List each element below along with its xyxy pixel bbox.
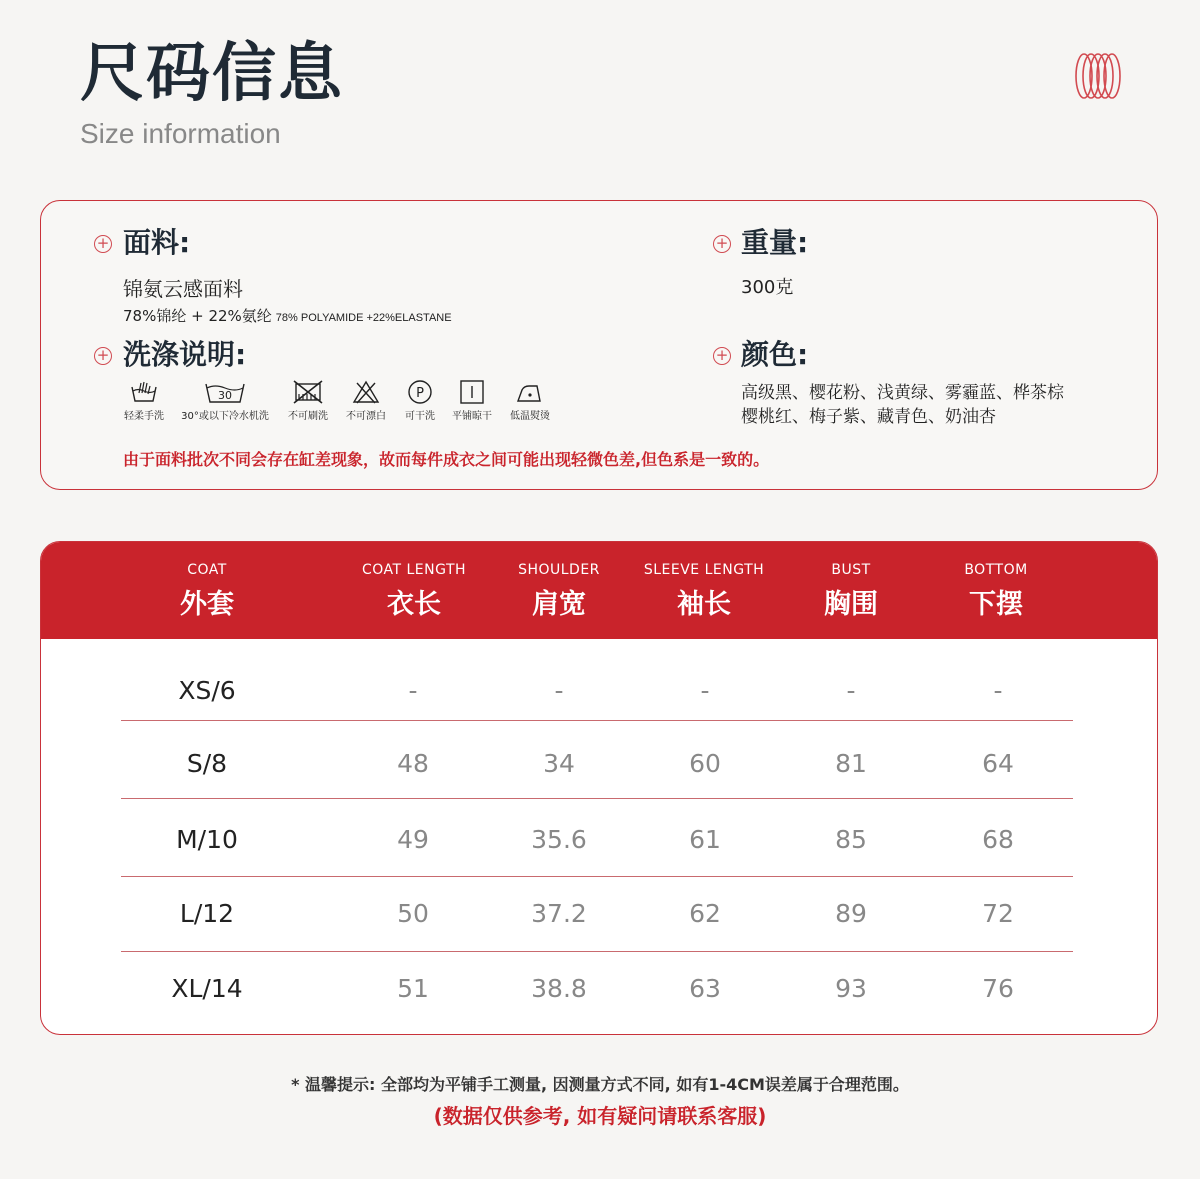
- coat-length-cell: 51: [397, 974, 429, 1003]
- header-sleeve-length: SLEEVE LENGTH 袖长: [643, 562, 765, 620]
- no-bleach-icon: [351, 379, 381, 405]
- sleeve-length-cell: 63: [689, 974, 721, 1003]
- dry-clean-icon: [406, 379, 434, 405]
- plus-circle-icon: +: [94, 235, 112, 253]
- bust-cell: 89: [835, 899, 867, 928]
- plus-circle-icon: +: [713, 347, 731, 365]
- bust-cell: 85: [835, 825, 867, 854]
- care-no-bleach: 不可漂白: [341, 379, 391, 422]
- size-cell: M/10: [176, 825, 238, 854]
- sleeve-length-cell: 62: [689, 899, 721, 928]
- shoulder-cell: -: [554, 676, 564, 705]
- coat-length-cell: -: [408, 676, 418, 705]
- size-cell: XL/14: [171, 974, 243, 1003]
- coat-length-cell: 48: [397, 749, 429, 778]
- header-coat: COAT 外套: [180, 562, 234, 620]
- reference-note: (数据仅供参考, 如有疑问请联系客服): [433, 1104, 767, 1128]
- header-shoulder: SHOULDER 肩宽: [518, 562, 600, 620]
- low-iron-icon: [515, 379, 545, 405]
- color-list-line: 高级黑、樱花粉、浅黄绿、雾霾蓝、桦茶棕: [741, 383, 1064, 403]
- coat-length-cell: 49: [397, 825, 429, 854]
- care-low-iron: 低温熨烫: [505, 379, 555, 422]
- fabric-title: 面料:: [123, 226, 191, 259]
- sleeve-length-cell: 60: [689, 749, 721, 778]
- size-cell: S/8: [186, 749, 228, 778]
- bottom-cell: 68: [982, 825, 1014, 854]
- flat-dry-icon: [458, 379, 486, 405]
- svg-text:30: 30: [218, 389, 232, 402]
- table-row: [41, 749, 1157, 778]
- bottom-cell: 72: [982, 899, 1014, 928]
- plus-circle-icon: +: [94, 347, 112, 365]
- header-coat-length: COAT LENGTH 衣长: [361, 562, 467, 620]
- washing-title: 洗涤说明:: [123, 338, 247, 371]
- bottom-cell: 76: [982, 974, 1014, 1003]
- bust-cell: 81: [835, 749, 867, 778]
- table-row: [41, 974, 1157, 1003]
- size-table: [40, 541, 1158, 1035]
- coat-length-cell: 50: [397, 899, 429, 928]
- row-divider: [121, 720, 1073, 721]
- bust-cell: 93: [835, 974, 867, 1003]
- table-row: [41, 899, 1157, 928]
- bottom-cell: 64: [982, 749, 1014, 778]
- row-divider: [121, 876, 1073, 877]
- rings-logo-icon: [1072, 50, 1124, 102]
- shoulder-cell: 38.8: [531, 974, 587, 1003]
- care-no-brush: 不可刷洗: [283, 379, 333, 422]
- weight-title: 重量:: [741, 226, 809, 259]
- color-list-line: 樱桃红、梅子紫、藏青色、奶油杏: [741, 407, 996, 427]
- product-info-box: [40, 200, 1158, 490]
- care-flat-dry: 平铺晾干: [447, 379, 497, 422]
- shoulder-cell: 34: [543, 749, 575, 778]
- page-title: 尺码信息: [80, 37, 344, 111]
- table-row: [41, 825, 1157, 854]
- care-hand-wash: 轻柔手洗: [119, 379, 169, 422]
- shoulder-cell: 35.6: [531, 825, 587, 854]
- bottom-cell: -: [993, 676, 1003, 705]
- size-cell: XS/6: [178, 676, 236, 705]
- sleeve-length-cell: -: [700, 676, 710, 705]
- fabric-composition-cn: 78%锦纶 + 22%氨纶: [123, 307, 272, 325]
- svg-text:P: P: [416, 386, 424, 401]
- header-bust: BUST 胸围: [824, 562, 878, 620]
- plus-circle-icon: +: [713, 235, 731, 253]
- no-brush-icon: [291, 379, 325, 405]
- care-machine-wash-30: 30 30°或以下冷水机洗: [177, 379, 273, 422]
- measurement-note: * 温馨提示: 全部均为平铺手工测量, 因测量方式不同, 如有1-4CM误差属于合理范围。: [291, 1075, 909, 1094]
- size-table-header: [41, 542, 1157, 639]
- fabric-composition: [123, 305, 452, 326]
- color-difference-warning: 由于面料批次不同会存在缸差现象，故而每件成衣之间可能出现轻微色差,但色系是一致的。: [123, 450, 770, 469]
- bust-cell: -: [846, 676, 856, 705]
- header-bottom: BOTTOM 下摆: [964, 562, 1028, 620]
- hand-wash-icon: [129, 379, 159, 405]
- row-divider: [121, 951, 1073, 952]
- fabric-name: 锦氨云感面料: [123, 277, 243, 301]
- machine-wash-30-icon: [203, 379, 247, 405]
- fabric-composition-en: 78% POLYAMIDE +22%ELASTANE: [275, 312, 452, 324]
- weight-value: 300克: [741, 277, 794, 298]
- sleeve-length-cell: 61: [689, 825, 721, 854]
- color-list: [741, 381, 1141, 429]
- size-cell: L/12: [179, 899, 235, 928]
- care-dry-clean: P 可干洗: [397, 379, 443, 422]
- row-divider: [121, 798, 1073, 799]
- shoulder-cell: 37.2: [531, 899, 587, 928]
- color-title: 颜色:: [741, 338, 809, 371]
- page-subtitle: Size information: [80, 118, 281, 149]
- table-row: [41, 676, 1157, 705]
